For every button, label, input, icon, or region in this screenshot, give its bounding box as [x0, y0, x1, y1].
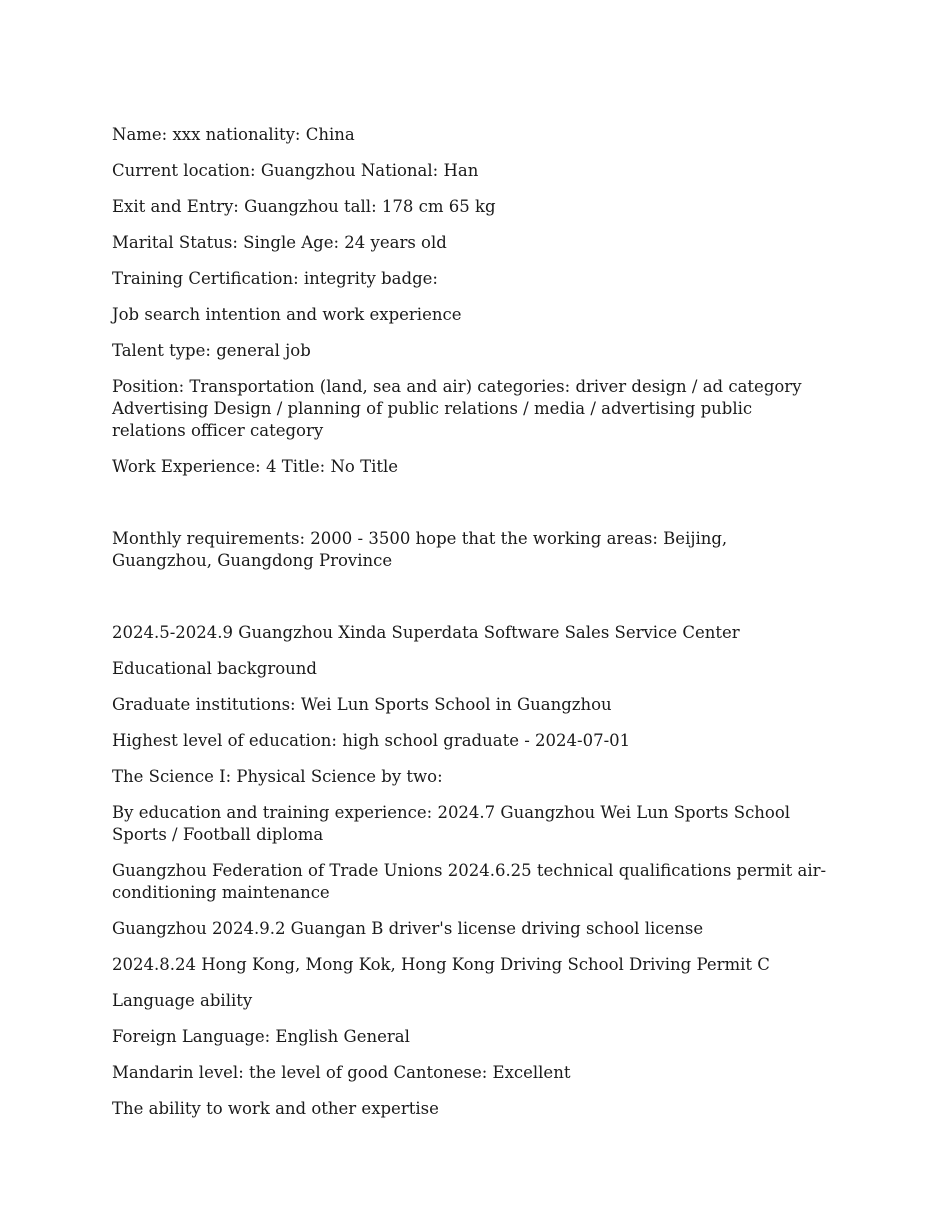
graduate-institution-line: Graduate institutions: Wei Lun Sports School in Guangzhou — [112, 695, 612, 714]
talent-type-line: Talent type: general job — [112, 341, 311, 360]
educational-background-heading: Educational background — [112, 659, 317, 678]
highest-education-line: Highest level of education: high school graduate - 2024-07-01 — [112, 731, 631, 750]
current-location-line: Current location: Guangzhou National: Han — [112, 161, 479, 180]
foreign-language-line: Foreign Language: English General — [112, 1027, 410, 1046]
language-ability-heading: Language ability — [112, 991, 253, 1010]
training-certification-line: Training Certification: integrity badge: — [112, 269, 438, 288]
trade-union-permit-line: Guangzhou Federation of Trade Unions 2024.6.25 technical qualifications permit air-conditioning maintenance — [112, 861, 827, 902]
resume-document — [112, 124, 828, 1134]
training-experience-line: By education and training experience: 2024.7 Guangzhou Wei Lun Sports School Sports / Football diploma — [112, 803, 791, 844]
job-search-heading: Job search intention and work experience — [112, 305, 462, 324]
science-line: The Science I: Physical Science by two: — [112, 767, 443, 786]
position-line: Position: Transportation (land, sea and air) categories: driver design / ad category Advertising Design / planning of public relations / media / advertising public relations officer category — [112, 377, 802, 440]
blank-line — [112, 586, 828, 622]
name-nationality-line: Name: xxx nationality: China — [112, 125, 355, 144]
marital-status-line: Marital Status: Single Age: 24 years old — [112, 233, 447, 252]
employment-entry-line: 2024.5-2024.9 Guangzhou Xinda Superdata Software Sales Service Center — [112, 623, 740, 642]
blank-line — [112, 492, 828, 528]
mandarin-level-line: Mandarin level: the level of good Cantonese: Excellent — [112, 1063, 571, 1082]
work-experience-line: Work Experience: 4 Title: No Title — [112, 457, 399, 476]
exit-entry-line: Exit and Entry: Guangzhou tall: 178 cm 65 kg — [112, 197, 496, 216]
hong-kong-permit-line: 2024.8.24 Hong Kong, Mong Kok, Hong Kong Driving School Driving Permit C — [112, 955, 770, 974]
drivers-license-line: Guangzhou 2024.9.2 Guangan B driver's license driving school license — [112, 919, 704, 938]
monthly-requirements-line: Monthly requirements: 2000 - 3500 hope that the working areas: Beijing, Guangzhou, Guangdong Province — [112, 529, 728, 570]
other-expertise-heading: The ability to work and other expertise — [112, 1099, 439, 1118]
